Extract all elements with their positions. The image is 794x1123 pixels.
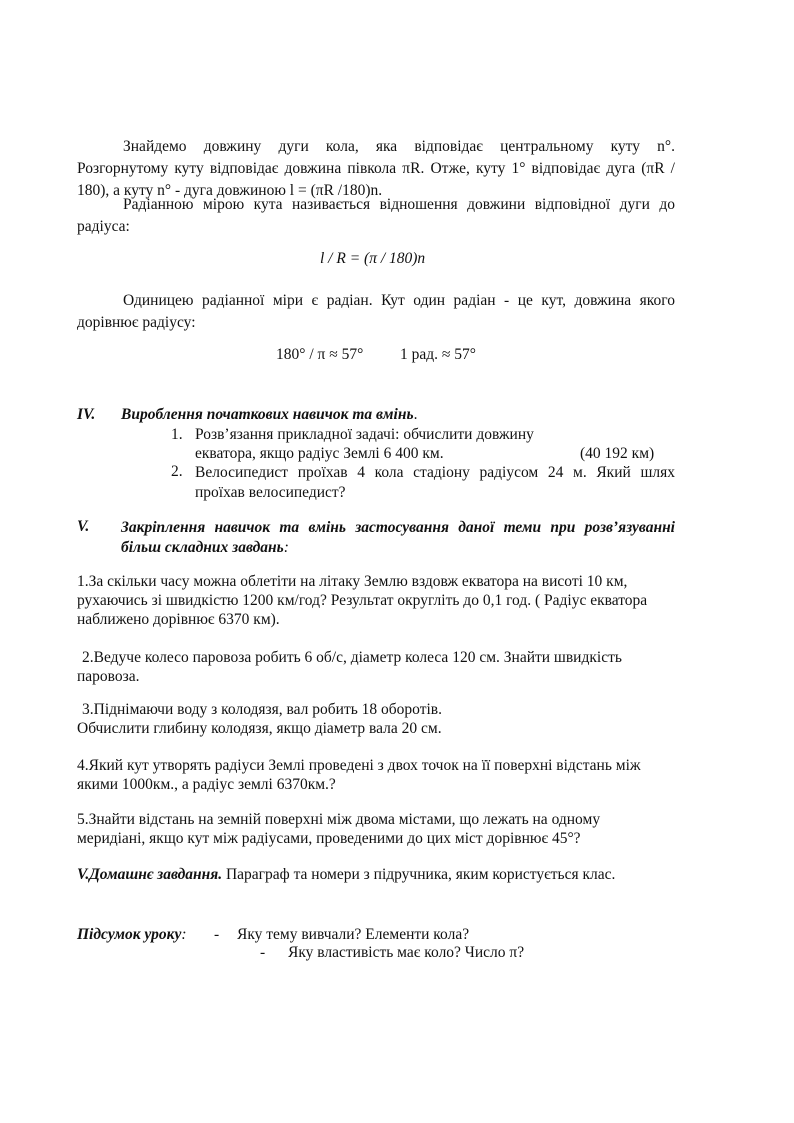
para3-line1: Одиницею радіанної міри є радіан. Кут один радіан - це кут, довжина якого (123, 292, 675, 309)
task-1-line1: 1.За скільки часу можна облетіти на літаку Землю вздовж екватора на висоті 10 км, (77, 573, 628, 590)
homework-label: V.Домашнє завдання. (77, 866, 223, 883)
task-4 (77, 756, 641, 794)
para3-line2: дорівнює радіусу: (77, 314, 196, 331)
task-2-line2: паровоза. (77, 668, 140, 685)
section4-item2-text (195, 463, 675, 503)
section4-title (121, 406, 417, 424)
task-2-line1: 2.Ведуче колесо паровоза робить 6 об/с, діаметр колеса 120 см. Знайти швидкість (82, 649, 622, 666)
task-3-line1: 3.Піднімаючи воду з колодязя, вал робить 18 оборотів. (82, 701, 442, 718)
para2-line1: Радіанною мірою кута називається відношення довжини відповідної дуги до (123, 196, 675, 213)
para1-line3: 180), а куту n° - дуга довжиною l = (πR /180)n. (77, 182, 383, 199)
task-3-line2: Обчислити глибину колодязя, якщо діаметр вала 20 см. (77, 720, 442, 737)
section4-item2-line2: проїхав велосипедист? (195, 484, 346, 501)
task-4-line1: 4.Який кут утворять радіуси Землі проведені з двох точок на її поверхні відстань між (77, 757, 641, 774)
section4-item1-line2: екватора, якщо радіус Землі 6 400 км. (195, 445, 444, 462)
summary-question-1: Яку тему вивчали? Елементи кола? (237, 926, 470, 943)
summary-question-2: Яку властивість має коло? Число π? (288, 944, 525, 961)
section5-title-line2-end: : (283, 539, 289, 556)
section4-item2-number: 2. (171, 463, 183, 480)
para2 (77, 194, 675, 238)
task-1-line2: рухаючись зі швидкістю 1200 км/год? Результат округліть до 0,1 год. ( Радіус екватора (77, 592, 648, 609)
para3 (77, 290, 675, 334)
summary-label (77, 926, 187, 944)
section5-title-line2-text: більш складних завдань (121, 539, 284, 556)
summary-label-text: Підсумок уроку (77, 926, 182, 943)
section4-title-text: Вироблення початкових навичок та вмінь (121, 406, 414, 423)
section4-item2-line1: Велосипедист проїхав 4 кола стадіону радіусом 24 м. Який шлях (195, 464, 675, 481)
task-5-line2: меридіані, якщо кут між радіусами, проведеними до цих міст дорівнює 45°? (77, 830, 581, 847)
section5-title-line2 (121, 538, 675, 558)
homework (77, 866, 615, 884)
task-1 (77, 572, 647, 629)
section4-item1-number: 1. (171, 426, 183, 443)
para2-line2: радіуса: (77, 218, 130, 235)
summary-dash-1: - (214, 926, 220, 943)
section4-item1-line1: Розв’язання прикладної задачі: обчислити довжину (195, 426, 534, 443)
section5-title (121, 518, 675, 558)
homework-text: Параграф та номери з підручника, яким користується клас. (225, 866, 616, 883)
task-4-line2: якими 1000км., а радіус землі 6370км.? (77, 776, 336, 793)
summary-dash-2: - (260, 944, 266, 961)
section5-title-line1: Закріплення навичок та вмінь застосування даної теми при розв’язуванні (121, 519, 675, 536)
formula-arc-ratio: l / R = (π / 180)n (320, 250, 426, 267)
task-5 (77, 810, 600, 848)
para1-line1: Знайдемо довжину дуги кола, яка відповідає центральному куту n°. (123, 138, 675, 155)
formula-radian-left: 180° / π ≈ 57° (276, 346, 364, 363)
task-1-line3: наближено дорівнює 6370 км). (77, 611, 280, 628)
section4-number: IV. (77, 406, 96, 423)
formula-radian-right: 1 рад. ≈ 57° (400, 346, 476, 363)
task-3 (77, 700, 442, 738)
para1 (77, 136, 675, 202)
task-2 (77, 648, 622, 686)
section5-number: V. (77, 518, 90, 535)
section4-title-end: . (413, 406, 418, 423)
para1-line2: Розгорнутому куту відповідає довжина півкола πR. Отже, куту 1° відповідає дуга (πR / (77, 160, 675, 177)
section4-item1-answer: (40 192 км) (580, 445, 655, 462)
summary-label-colon: : (181, 926, 187, 943)
task-5-line1: 5.Знайти відстань на земній поверхні між двома містами, що лежать на одному (77, 811, 601, 828)
